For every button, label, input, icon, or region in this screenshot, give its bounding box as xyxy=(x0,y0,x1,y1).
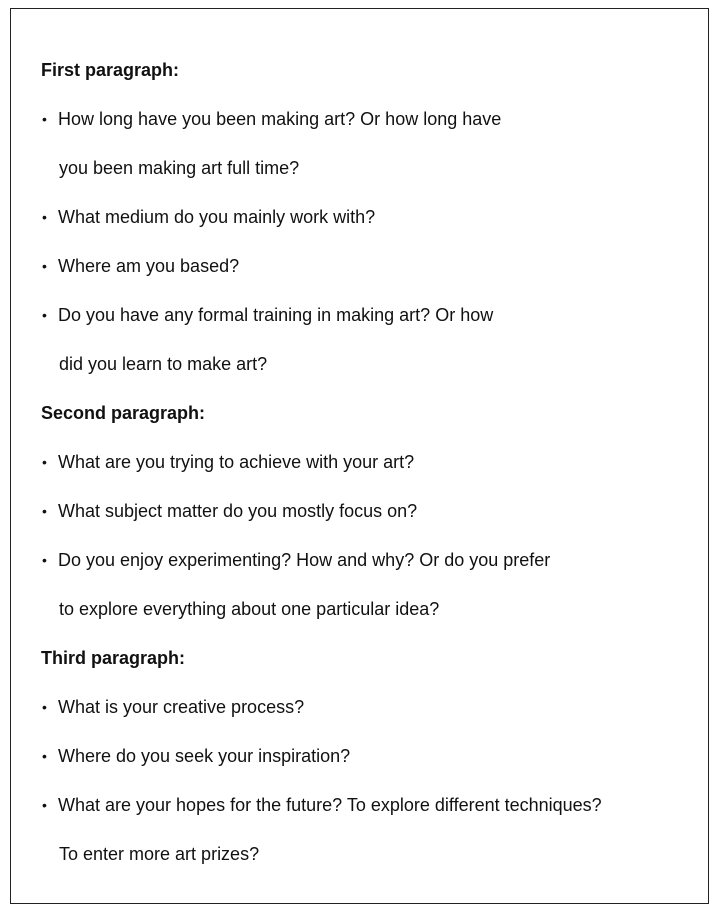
section-heading: First paragraph: xyxy=(41,60,180,80)
section-heading: Third paragraph: xyxy=(41,648,186,668)
bullet-icon: • xyxy=(42,111,47,127)
bullet-text: What subject matter do you mostly focus on? xyxy=(58,501,418,521)
bullet-icon: • xyxy=(42,258,47,274)
section-third-paragraph xyxy=(41,634,698,879)
section-heading: Second paragraph: xyxy=(41,403,206,423)
bullet-text-continued: To enter more art prizes? xyxy=(59,844,260,864)
bullet-item xyxy=(41,487,698,536)
bullet-item xyxy=(41,536,698,634)
bullet-text-continued: you been making art full time? xyxy=(59,158,300,178)
bullet-icon: • xyxy=(42,748,47,764)
bullet-text-continued: did you learn to make art? xyxy=(59,354,268,374)
bullet-text: Where do you seek your inspiration? xyxy=(58,746,351,766)
section-second-paragraph xyxy=(41,389,698,634)
bullet-icon: • xyxy=(42,503,47,519)
bullet-item xyxy=(41,438,698,487)
bullet-text: Do you have any formal training in making art? Or how xyxy=(58,305,494,325)
bullet-text: What medium do you mainly work with? xyxy=(58,207,376,227)
bullet-item xyxy=(41,732,698,781)
bullet-icon: • xyxy=(42,209,47,225)
bullet-item xyxy=(41,193,698,242)
bullet-text: What are you trying to achieve with your art? xyxy=(58,452,415,472)
bullet-text: Do you enjoy experimenting? How and why? Or do you prefer xyxy=(58,550,551,570)
bullet-text-continued: to explore everything about one particular idea? xyxy=(59,599,440,619)
bullet-item xyxy=(41,683,698,732)
bullet-icon: • xyxy=(42,454,47,470)
section-first-paragraph xyxy=(41,46,698,389)
bullet-item xyxy=(41,781,698,879)
bullet-text: What is your creative process? xyxy=(58,697,305,717)
bullet-icon: • xyxy=(42,307,47,323)
document-frame xyxy=(10,8,709,904)
bullet-item xyxy=(41,95,698,193)
bullet-item xyxy=(41,291,698,389)
document-content xyxy=(41,46,698,879)
bullet-text: Where am you based? xyxy=(58,256,240,276)
bullet-icon: • xyxy=(42,797,47,813)
bullet-text: How long have you been making art? Or how long have xyxy=(58,109,502,129)
bullet-text: What are your hopes for the future? To explore different techniques? xyxy=(58,795,602,815)
bullet-item xyxy=(41,242,698,291)
bullet-icon: • xyxy=(42,699,47,715)
bullet-icon: • xyxy=(42,552,47,568)
